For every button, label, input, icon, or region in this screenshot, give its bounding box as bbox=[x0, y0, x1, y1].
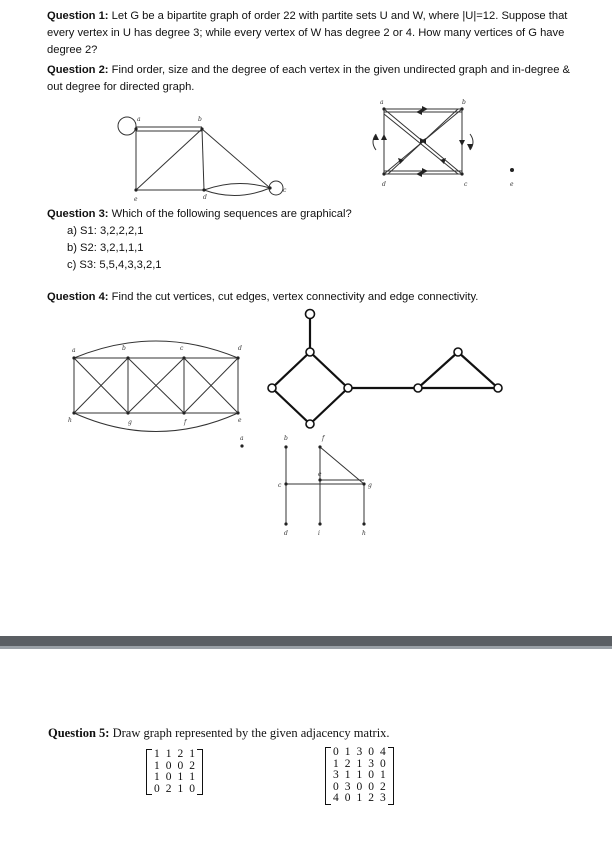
edge bbox=[272, 388, 310, 424]
question-3-label: Question 3: bbox=[47, 208, 109, 220]
vertex-e bbox=[318, 478, 321, 481]
matrix-cell: 0 bbox=[380, 757, 386, 770]
list-item: c) S3: 5,5,4,3,3,2,1 bbox=[67, 259, 162, 271]
vertex-label-d: d bbox=[284, 530, 288, 537]
matrix-cell: 0 bbox=[165, 759, 172, 772]
matrix-cell: 1 bbox=[356, 769, 363, 782]
vertex bbox=[494, 384, 502, 392]
question-2-text: Find order, size and the degree of each vertex in the given undirected graph and in-degree & out degree for directed graph. bbox=[47, 64, 571, 93]
adjacency-matrix-1 bbox=[151, 749, 198, 795]
vertex-label-b: b bbox=[462, 99, 466, 106]
matrix-cell: 4 bbox=[333, 792, 339, 805]
matrix-cell: 1 bbox=[344, 746, 351, 758]
matrix-cell: 1 bbox=[154, 759, 160, 772]
matrix-cell: 3 bbox=[356, 746, 363, 758]
edge-b-e bbox=[136, 129, 202, 190]
edge-a-d-arc bbox=[74, 341, 238, 358]
matrix-table bbox=[330, 747, 389, 805]
matrix-cell: 0 bbox=[356, 780, 363, 793]
vertex-h bbox=[362, 522, 365, 525]
vertex-b bbox=[126, 356, 129, 359]
vertex bbox=[268, 384, 276, 392]
edge-h-e-arc bbox=[74, 413, 238, 432]
bracket-right bbox=[388, 747, 394, 805]
vertex-label-h: h bbox=[362, 530, 366, 537]
vertex-label-f: f bbox=[184, 419, 187, 426]
vertex-label-e: e bbox=[510, 181, 514, 188]
matrix-cell: 2 bbox=[368, 792, 374, 805]
vertex-label-a: a bbox=[137, 116, 141, 123]
matrix-cell: 1 bbox=[154, 748, 160, 760]
vertex-e bbox=[134, 188, 137, 191]
edge bbox=[418, 352, 458, 388]
vertex-g bbox=[126, 411, 129, 414]
vertex-label-i: i bbox=[318, 530, 320, 537]
matrix-cell: 1 bbox=[344, 769, 351, 782]
vertex-label-c: c bbox=[180, 345, 184, 352]
matrix-cell: 0 bbox=[154, 782, 160, 795]
arrowhead bbox=[422, 106, 428, 112]
vertex-d bbox=[382, 172, 385, 175]
vertex bbox=[344, 384, 352, 392]
loop-edge-a bbox=[118, 117, 136, 135]
vertex-f bbox=[318, 445, 321, 448]
matrix-cell: 2 bbox=[344, 757, 351, 770]
question-1-text: Let G be a bipartite graph of order 22 with partite sets U and W, where |U|=12. Suppose that every vertex in U has degree 3; while every vertex of W has degree 2 or 4. How many vertices of G have degree 2? bbox=[47, 10, 568, 56]
edge-b-c bbox=[202, 129, 270, 188]
question-2 bbox=[47, 62, 575, 96]
vertex-label-a: a bbox=[72, 347, 76, 354]
bracket-right bbox=[197, 749, 203, 795]
vertex-label-e: e bbox=[318, 471, 322, 478]
matrix-cell: 0 bbox=[368, 746, 374, 758]
matrix-row bbox=[330, 793, 389, 805]
matrix-cell: 1 bbox=[154, 771, 160, 784]
page-divider-shadow bbox=[0, 646, 612, 649]
question-5-text: Draw graph represented by the given adjacency matrix. bbox=[112, 726, 390, 740]
vertex-e bbox=[510, 168, 514, 172]
question-1 bbox=[47, 8, 575, 59]
vertex-label-e: e bbox=[238, 417, 242, 424]
question-4-text: Find the cut vertices, cut edges, vertex connectivity and edge connectivity. bbox=[111, 291, 479, 303]
edge-d-c-lower bbox=[204, 188, 270, 196]
matrix-cell: 2 bbox=[165, 782, 172, 795]
matrix-cell: 2 bbox=[380, 780, 386, 793]
connectivity-graph-left bbox=[60, 338, 250, 438]
matrix-cell: 3 bbox=[333, 769, 339, 782]
adjacency-matrix-2 bbox=[330, 747, 389, 805]
vertex-e bbox=[236, 411, 239, 414]
vertex-label-d: d bbox=[203, 194, 207, 201]
matrix-cell: 0 bbox=[333, 746, 339, 758]
vertex-c bbox=[460, 172, 463, 175]
vertex-i bbox=[318, 522, 321, 525]
matrix-row bbox=[330, 747, 389, 759]
matrix-cell: 1 bbox=[189, 771, 195, 784]
matrix-cell: 4 bbox=[380, 746, 386, 758]
vertex bbox=[414, 384, 422, 392]
vertex-label-g: g bbox=[128, 419, 132, 426]
question-2-label: Question 2: bbox=[47, 64, 109, 76]
edge bbox=[458, 352, 498, 388]
matrix-table bbox=[151, 749, 198, 795]
question-5-label: Question 5: bbox=[48, 726, 110, 740]
matrix-cell: 1 bbox=[356, 792, 363, 805]
matrix-cell: 0 bbox=[368, 769, 374, 782]
vertex-label-b: b bbox=[198, 116, 202, 123]
vertex-b bbox=[460, 107, 463, 110]
matrix-cell: 0 bbox=[368, 780, 374, 793]
vertex-label-g: g bbox=[368, 482, 372, 489]
matrix-cell: 1 bbox=[177, 782, 184, 795]
vertex-g bbox=[362, 482, 365, 485]
arrowhead bbox=[422, 168, 428, 174]
matrix-cell: 1 bbox=[177, 771, 184, 784]
sequence-list bbox=[47, 223, 352, 274]
connectivity-graph-bottom bbox=[230, 432, 380, 542]
edge-d-c-upper bbox=[204, 183, 270, 190]
vertex-label-d: d bbox=[382, 181, 386, 188]
matrix-row bbox=[151, 784, 198, 796]
vertex bbox=[454, 348, 462, 356]
vertex-c bbox=[284, 482, 287, 485]
vertex-label-b: b bbox=[122, 345, 126, 352]
matrix-cell: 1 bbox=[165, 748, 172, 760]
matrix-cell: 2 bbox=[177, 748, 184, 760]
matrix-cell: 1 bbox=[333, 757, 339, 770]
question-1-label: Question 1: bbox=[47, 10, 109, 22]
edge bbox=[272, 352, 310, 388]
vertex-label-c: c bbox=[464, 181, 468, 188]
vertex-d bbox=[284, 522, 287, 525]
vertex-label-d: d bbox=[238, 345, 242, 352]
vertex-b bbox=[200, 127, 203, 130]
vertex-b bbox=[284, 445, 287, 448]
bracket-left bbox=[146, 749, 152, 795]
matrix-cell: 3 bbox=[368, 757, 374, 770]
arrowhead bbox=[416, 171, 422, 177]
page-divider bbox=[0, 636, 612, 646]
matrix-cell: 0 bbox=[344, 792, 351, 805]
edge bbox=[310, 388, 348, 424]
matrix-cell: 0 bbox=[189, 782, 195, 795]
vertex-a bbox=[240, 444, 243, 447]
vertex-f bbox=[182, 411, 185, 414]
vertex-a bbox=[72, 356, 75, 359]
arrowhead bbox=[381, 134, 387, 140]
matrix-cell: 1 bbox=[380, 769, 386, 782]
vertex-a bbox=[382, 107, 385, 110]
vertex bbox=[306, 420, 314, 428]
matrix-cell: 3 bbox=[344, 780, 351, 793]
vertex-label-e: e bbox=[134, 196, 138, 203]
vertex-label-f: f bbox=[322, 435, 325, 442]
matrix-row bbox=[151, 749, 198, 761]
edge bbox=[320, 447, 364, 484]
vertex-h bbox=[72, 411, 75, 414]
vertex bbox=[306, 348, 314, 356]
undirected-graph-figure bbox=[110, 108, 300, 208]
bracket-left bbox=[325, 747, 331, 805]
vertex-a bbox=[134, 127, 137, 130]
matrix-cell: 0 bbox=[333, 780, 339, 793]
vertex-label-b: b bbox=[284, 435, 288, 442]
matrix-cell: 3 bbox=[380, 792, 386, 805]
vertex-label-c: c bbox=[278, 482, 282, 489]
vertex-c bbox=[182, 356, 185, 359]
arrowhead bbox=[459, 140, 465, 146]
matrix-cell: 1 bbox=[189, 748, 195, 760]
vertex-label-c: c bbox=[283, 187, 287, 194]
question-3-text: Which of the following sequences are graphical? bbox=[111, 208, 352, 220]
matrix-cell: 2 bbox=[189, 759, 195, 772]
matrix-cell: 0 bbox=[177, 759, 184, 772]
question-3 bbox=[47, 206, 352, 274]
matrix-cell: 0 bbox=[165, 771, 172, 784]
directed-graph-figure bbox=[362, 94, 532, 194]
connectivity-graph-right bbox=[258, 302, 508, 434]
vertex-c bbox=[268, 186, 271, 189]
vertex-d bbox=[202, 188, 205, 191]
edge bbox=[310, 352, 348, 388]
vertex-label-h: h bbox=[68, 417, 72, 424]
vertex bbox=[306, 310, 315, 319]
matrix-cell: 1 bbox=[356, 757, 363, 770]
list-item: a) S1: 3,2,2,2,1 bbox=[67, 225, 144, 237]
vertex-label-a: a bbox=[240, 435, 244, 442]
vertex-d bbox=[236, 356, 239, 359]
question-5 bbox=[48, 726, 390, 741]
list-item: b) S2: 3,2,1,1,1 bbox=[67, 242, 144, 254]
arrowhead bbox=[416, 109, 422, 115]
edge-b-d bbox=[202, 129, 204, 190]
vertex-label-a: a bbox=[380, 99, 384, 106]
question-4-label: Question 4: bbox=[47, 291, 109, 303]
